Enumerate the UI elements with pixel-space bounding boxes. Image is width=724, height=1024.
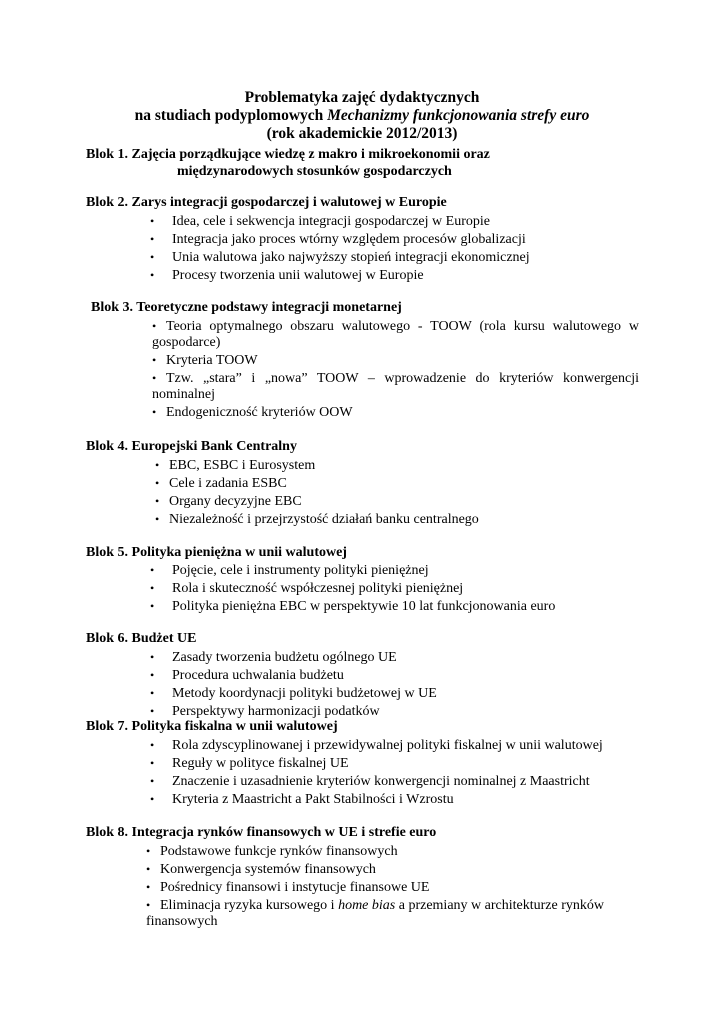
bullet-icon: • — [152, 353, 157, 367]
title-course-name: Mechanizmy funkcjonowania strefy euro — [327, 107, 590, 124]
bullet-icon: • — [150, 581, 155, 595]
list-item: • Eliminacja ryzyka kursowego i home bias a przemiany w architekturze rynków — [146, 898, 604, 913]
list-item: • Konwergencja systemów finansowych — [146, 862, 376, 877]
bullet-icon: • — [150, 756, 155, 770]
bullet-icon: • — [150, 214, 155, 228]
list-item: • Organy decyzyjne EBC — [155, 494, 302, 509]
list-item: • Tzw. „stara” i „nowa” TOOW – wprowadzenie do kryteriów konwergencji — [152, 371, 639, 386]
bullet-icon: • — [150, 650, 155, 664]
bullet-icon: • — [150, 250, 155, 264]
list-item: • Metody koordynacji polityki budżetowej w UE — [150, 686, 437, 701]
list-item: • Unia walutowa jako najwyższy stopień integracji ekonomicznej — [150, 250, 530, 265]
list-item: • Znaczenie i uzasadnienie kryteriów konwergencji nominalnej z Maastricht — [150, 774, 590, 789]
bullet-icon: • — [150, 686, 155, 700]
bullet-icon: • — [150, 668, 155, 682]
bullet-icon: • — [146, 844, 151, 858]
block-1-heading-cont: międzynarodowych stosunków gospodarczych — [177, 164, 452, 179]
bullet-icon: • — [152, 405, 157, 419]
list-item: • Reguły w polityce fiskalnej UE — [150, 756, 349, 771]
bullet-icon: • — [150, 704, 155, 718]
title-prefix: na studiach podyplomowych — [134, 107, 328, 124]
bullet-icon: • — [155, 476, 160, 490]
bullet-icon: • — [150, 738, 155, 752]
block-5-heading: Blok 5. Polityka pieniężna w unii walutowej — [86, 545, 347, 560]
list-item: • Teoria optymalnego obszaru walutowego - TOOW (rola kursu walutowego w — [152, 319, 639, 334]
list-item: • Cele i zadania ESBC — [155, 476, 287, 491]
list-item: • Rola zdyscyplinowanej i przewidywalnej polityki fiskalnej w unii walutowej — [150, 738, 603, 753]
list-item: • Pojęcie, cele i instrumenty polityki pieniężnej — [150, 563, 429, 578]
bullet-icon: • — [150, 599, 155, 613]
list-item: • Rola i skuteczność współczesnej polityki pieniężnej — [150, 581, 464, 596]
block-1-heading: Blok 1. Zajęcia porządkujące wiedzę z makro i mikroekonomii oraz — [86, 147, 490, 162]
bullet-icon: • — [150, 232, 155, 246]
list-item: • Pośrednicy finansowi i instytucje finansowe UE — [146, 880, 430, 895]
bullet-icon: • — [146, 862, 151, 876]
bullet-icon: • — [150, 563, 155, 577]
document-title-line-1: Problematyka zajęć dydaktycznych — [244, 89, 480, 106]
list-item: • EBC, ESBC i Eurosystem — [155, 458, 316, 473]
bullet-icon: • — [155, 458, 160, 472]
list-item: • Perspektywy harmonizacji podatków — [150, 704, 380, 719]
bullet-icon: • — [155, 494, 160, 508]
list-item-cont: finansowych — [146, 914, 218, 929]
bullet-icon: • — [146, 898, 151, 912]
block-2-heading: Blok 2. Zarys integracji gospodarczej i walutowej w Europie — [86, 195, 447, 210]
bullet-icon: • — [150, 792, 155, 806]
list-item: • Endogeniczność kryteriów OOW — [152, 405, 353, 420]
bullet-icon: • — [152, 371, 157, 385]
block-3-heading: Blok 3. Teoretyczne podstawy integracji monetarnej — [91, 300, 402, 315]
list-item: • Polityka pieniężna EBC w perspektywie 10 lat funkcjonowania euro — [150, 599, 556, 614]
list-item: • Niezależność i przejrzystość działań banku centralnego — [155, 512, 479, 527]
list-item: • Kryteria z Maastricht a Pakt Stabilności i Wzrostu — [150, 792, 454, 807]
list-item: • Idea, cele i sekwencja integracji gospodarczej w Europie — [150, 214, 490, 229]
bullet-icon: • — [152, 319, 157, 333]
list-item: • Zasady tworzenia budżetu ogólnego UE — [150, 650, 397, 665]
list-item: • Procedura uchwalania budżetu — [150, 668, 344, 683]
home-bias-term: home bias — [338, 898, 396, 913]
block-8-heading: Blok 8. Integracja rynków finansowych w UE i strefie euro — [86, 825, 437, 840]
list-item: • Integracja jako proces wtórny względem procesów globalizacji — [150, 232, 526, 247]
block-4-heading: Blok 4. Europejski Bank Centralny — [86, 439, 297, 454]
document-title-line-2 — [0, 107, 724, 125]
bullet-icon: • — [146, 880, 151, 894]
list-item-cont: gospodarce) — [152, 335, 221, 350]
list-item: • Podstawowe funkcje rynków finansowych — [146, 844, 398, 859]
block-6-heading: Blok 6. Budżet UE — [86, 631, 197, 646]
list-item: • Kryteria TOOW — [152, 353, 258, 368]
list-item: • Procesy tworzenia unii walutowej w Europie — [150, 268, 424, 283]
document-title-line-3: (rok akademickie 2012/2013) — [266, 125, 458, 142]
block-7-heading: Blok 7. Polityka fiskalna w unii walutowej — [86, 719, 338, 734]
bullet-icon: • — [155, 512, 160, 526]
bullet-icon: • — [150, 268, 155, 282]
list-item-cont: nominalnej — [152, 387, 215, 402]
bullet-icon: • — [150, 774, 155, 788]
